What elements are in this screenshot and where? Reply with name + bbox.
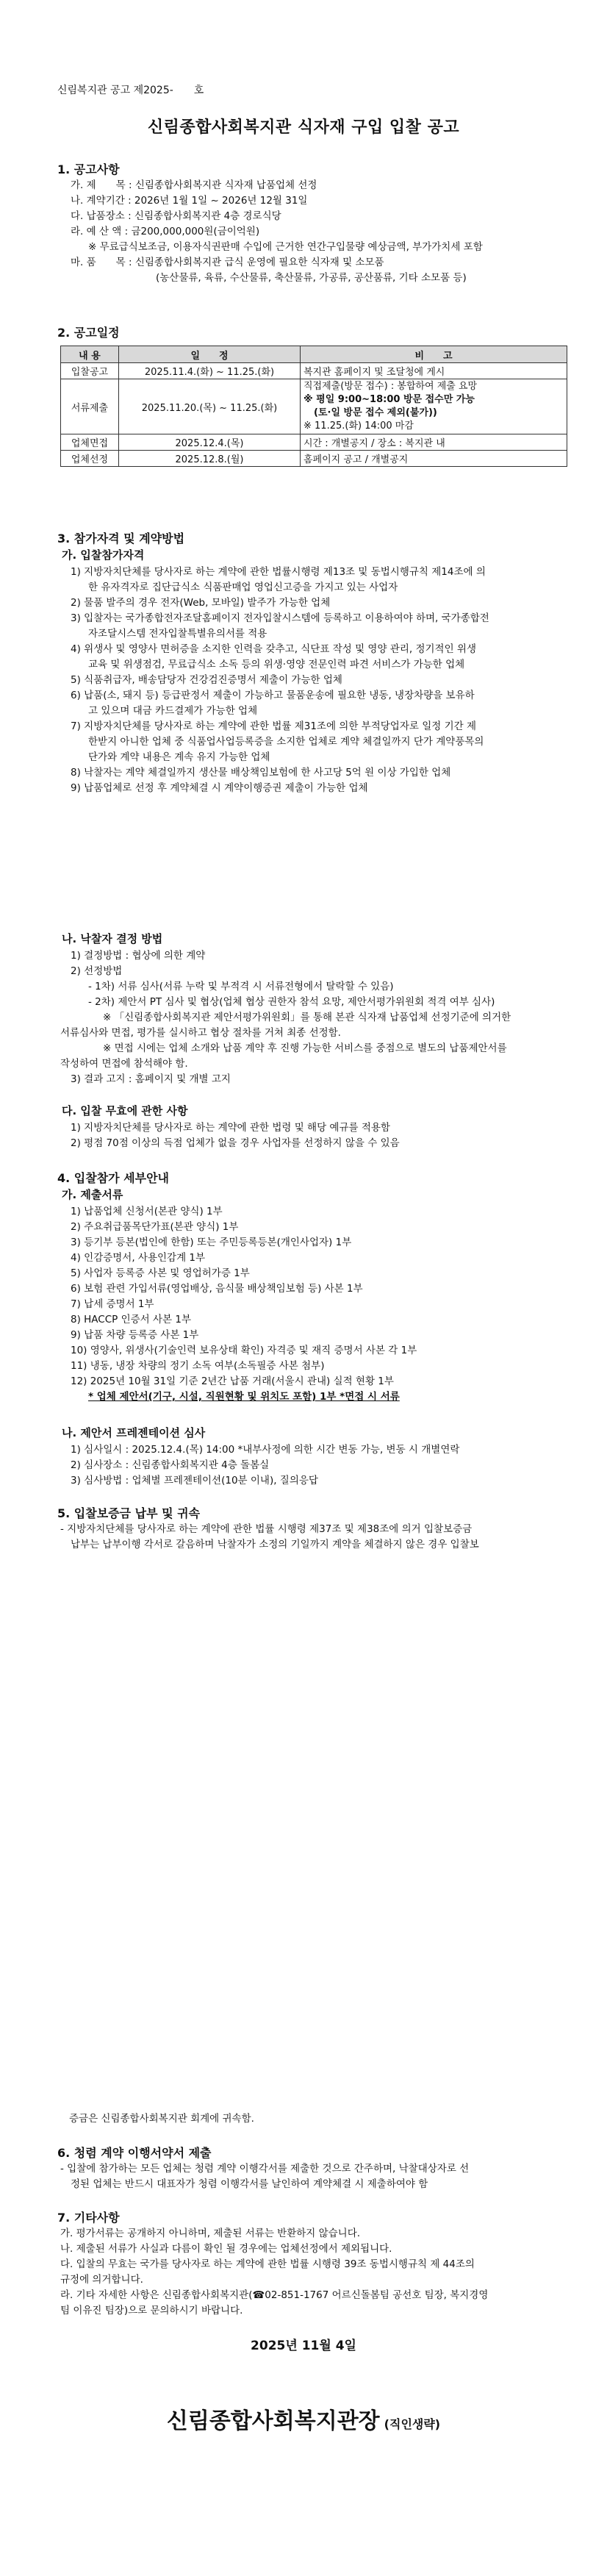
s7-line: 다. 입찰의 무효는 국가를 당사자로 하는 계약에 관한 법률 시행령 39조 동법시행규칙 제 44조의 — [60, 2258, 475, 2270]
s3a-line: 2) 물품 발주의 경우 전자(Web, 모바일) 발주가 가능한 업체 — [71, 597, 331, 609]
seal-note: (직인생략) — [384, 2417, 441, 2431]
s3b-line: - 1차) 서류 심사(서류 누락 및 부적격 시 서류전형에서 탈락할 수 있음) — [88, 981, 394, 992]
section-6-heading: 6. 청렴 계약 이행서약서 제출 — [57, 2146, 212, 2160]
s3a-line: 8) 낙찰자는 계약 체결일까지 생산물 배상책임보험에 한 사고당 5억 원 이상 가입한 업체 — [71, 767, 451, 779]
table-cell: 업체선정 — [61, 451, 119, 467]
s3a-line: 3) 입찰자는 국가종합전자조달홈페이지 전자입찰시스템에 등록하고 이용하여야 하며, 국가종합전 — [71, 612, 489, 624]
note-line: 직접제출(방문 접수) : 봉합하여 제출 요망 — [304, 381, 478, 392]
s3b-note: 서류심사와 면접, 평가를 실시하고 협상 절차를 거쳐 최종 선정함. — [60, 1027, 341, 1039]
table-cell: 2025.11.4.(화) ~ 11.25.(화) — [119, 363, 301, 379]
s7-line: 나. 제출된 서류가 사실과 다름이 확인 될 경우에는 업체선정에서 제외됩니다. — [60, 2243, 392, 2255]
table-header-cell: 일 정 — [119, 346, 301, 363]
s3a-line: 4) 위생사 및 영양사 면허증을 소지한 인력을 갖추고, 식단표 작성 및 영양 관리, 정기적인 위생 — [71, 643, 476, 655]
s3a-line: 5) 식품취급자, 배송담당자 건강검진증명서 제출이 가능한 업체 — [71, 674, 342, 686]
s4a-line: 11) 냉동, 냉장 차량의 정기 소독 여부(소독필증 사본 첨부) — [71, 1360, 325, 1372]
s1-line: 나. 계약기간 : 2026년 1월 1일 ~ 2026년 12월 31일 — [71, 195, 308, 207]
s7-line: 가. 평가서류는 공개하지 아니하며, 제출된 서류는 반환하지 않습니다. — [60, 2228, 361, 2239]
table-cell: 복지관 홈페이지 및 조달청에 게시 — [301, 363, 567, 379]
s4a-line: 1) 납품업체 신청서(본관 양식) 1부 — [71, 1206, 223, 1217]
s3c-line: 1) 지방자치단체를 당사자로 하는 계약에 관한 법령 및 해당 예규를 적용함 — [71, 1122, 390, 1134]
s1-line: 라. 예 산 액 : 금200,000,000원(금이억원) — [71, 226, 260, 237]
s7-line: 라. 기타 자세한 사항은 신림종합사회복지관(☎02-851-1767 어르신돌봄팀 공선호 팀장, 복지경영 — [60, 2289, 489, 2301]
s3b-line: 2) 선정방법 — [71, 965, 123, 977]
table-header-row — [61, 346, 567, 363]
s6-line: 정된 업체는 반드시 대표자가 청렴 이행각서를 날인하여 계약체결 시 제출하여야 함 — [71, 2178, 428, 2190]
table-row — [61, 379, 567, 434]
table-cell: 업체면접 — [61, 434, 119, 451]
s4a-line: 10) 영양사, 위생사(기술인력 보유상태 확인) 자격증 및 재직 증명서 사본 각 1부 — [71, 1345, 417, 1356]
table-cell: 2025.12.8.(월) — [119, 451, 301, 467]
s7-line: 규정에 의거합니다. — [60, 2274, 143, 2286]
table-cell — [301, 379, 567, 434]
table-row — [61, 434, 567, 451]
section-1-heading: 1. 공고사항 — [57, 162, 120, 176]
section-2-heading: 2. 공고일정 — [57, 326, 120, 340]
s5-line: 납부는 납부이행 각서로 갈음하며 낙찰자가 소정의 기일까지 계약을 체결하지 않은 경우 입찰보 — [71, 1539, 479, 1550]
s4a-line: 8) HACCP 인증서 사본 1부 — [71, 1314, 191, 1325]
s4a-line: 6) 보험 관련 가입서류(영업배상, 음식물 배상책임보험 등) 사본 1부 — [71, 1283, 363, 1295]
section-5-heading: 5. 입찰보증금 납부 및 귀속 — [57, 1506, 201, 1520]
s3a-line: 교육 및 위생점검, 무료급식소 소독 등의 위생·영양 전문인력 파견 서비스가 가능한 업체 — [88, 659, 465, 670]
s4b-line: 3) 심사방법 : 업체별 프레젠테이션(10분 이내), 질의응답 — [71, 1475, 318, 1486]
s3a-line: 1) 지방자치단체를 당사자로 하는 계약에 관한 법률시행령 제13조 및 동법시행규칙 제14조에 의 — [71, 566, 486, 578]
s3a-line: 단가와 계약 내용은 계속 유지 가능한 업체 — [88, 751, 270, 763]
s1-line: (농산물류, 육류, 수산물류, 축산물류, 가공류, 공산품류, 기타 소모품 등) — [156, 272, 467, 284]
s1-line: 다. 납품장소 : 신림종합사회복지관 4층 경로식당 — [71, 210, 281, 222]
table-cell: 서류제출 — [61, 379, 119, 434]
s3a-line: 7) 지방자치단체를 당사자로 하는 계약에 관한 법률 제31조에 의한 부적당업자로 일정 기간 제 — [71, 720, 477, 732]
s5-line: 증금은 신림종합사회복지관 회계에 귀속함. — [69, 2113, 254, 2125]
notice-date: 2025년 11월 4일 — [251, 2339, 356, 2353]
s3a-line: 고 있으며 대금 카드결제가 가능한 업체 — [88, 705, 258, 717]
s4a-line: 4) 인감증명서, 사용인감계 1부 — [71, 1252, 206, 1264]
note-line: (토·일 방문 접수 제외(불가)) — [314, 407, 437, 418]
section-3c-heading: 다. 입찰 무효에 관한 사항 — [62, 1104, 188, 1117]
s5-line: - 지방자치단체를 당사자로 하는 계약에 관한 법률 시행령 제37조 및 제38조에 의거 입찰보증금 — [60, 1523, 473, 1535]
s3b-note: 작성하여 면접에 참석해야 함. — [60, 1058, 188, 1070]
signer-name: 신림종합사회복지관장 — [166, 2408, 380, 2434]
table-header-cell: 비 고 — [301, 346, 567, 363]
s7-line: 팀 이유진 팀장)으로 문의하시기 바랍니다. — [60, 2305, 243, 2316]
s3b-line: - 2차) 제안서 PT 심사 및 협상(업체 협상 권한자 참석 요망, 제안서평가위원회 적격 여부 심사) — [88, 996, 495, 1008]
s6-line: - 입찰에 참가하는 모든 업체는 청렴 계약 이행각서를 제출한 것으로 간주하며, 낙찰대상자로 선 — [60, 2163, 470, 2175]
s3b-note: ※ 면접 시에는 업체 소개와 납품 계약 후 진행 가능한 서비스를 중점으로 별도의 납품제안서를 — [103, 1042, 507, 1054]
s3a-line: 자조달시스템 전자입찰특별유의서를 적용 — [88, 628, 267, 640]
section-7-heading: 7. 기타사항 — [57, 2211, 120, 2225]
document-number: 신림복지관 공고 제2025- 호 — [57, 85, 204, 96]
s3b-line: 1) 결정방법 : 협상에 의한 계약 — [71, 950, 206, 962]
s4a-line: 3) 등기부 등본(법인에 한함) 또는 주민등록등본(개인사업자) 1부 — [71, 1237, 352, 1248]
page-title: 신림종합사회복지관 식자재 구입 입찰 공고 — [147, 118, 460, 137]
section-4b-heading: 나. 제안서 프레젠테이션 심사 — [62, 1426, 206, 1439]
table-cell: 입찰공고 — [61, 363, 119, 379]
s3a-line: 한받지 아니한 업체 중 식품업사업등록증을 소지한 업체로 계약 체결일까지 단가 계약풍목의 — [88, 736, 484, 748]
table-cell: 2025.11.20.(목) ~ 11.25.(화) — [119, 379, 301, 434]
schedule-table — [60, 346, 567, 467]
signature-block — [0, 2403, 607, 2435]
table-cell: 2025.12.4.(목) — [119, 434, 301, 451]
section-4a-heading: 가. 제출서류 — [62, 1188, 123, 1201]
note-line: ※ 11.25.(화) 14:00 마감 — [304, 421, 414, 432]
s1-line: 마. 품 목 : 신림종합사회복지관 급식 운영에 필요한 식자재 및 소모품 — [71, 257, 384, 268]
s3b-line: 3) 결과 고지 : 홈페이지 및 개별 고지 — [71, 1073, 231, 1085]
s3a-line: 6) 납품(소, 돼지 등) 등급판정서 제출이 가능하고 물품운송에 필요한 냉동, 냉장차량을 보유하 — [71, 690, 475, 701]
table-row — [61, 451, 567, 467]
section-3-heading: 3. 참가자격 및 계약방법 — [57, 532, 185, 545]
s3a-line: 9) 납품업체로 선정 후 계약체결 시 계약이행증권 제출이 가능한 업체 — [71, 782, 368, 794]
s4a-line: 9) 납품 차량 등록증 사본 1부 — [71, 1329, 199, 1341]
s4b-line: 1) 심사일시 : 2025.12.4.(목) 14:00 *내부사정에 의한 시간 변동 가능, 변동 시 개별연락 — [71, 1444, 460, 1456]
table-cell: 시간 : 개별공지 / 장소 : 복지관 내 — [301, 434, 567, 451]
s3b-note: ※ 「신림종합사회복지관 제안서평가위원회」를 통해 본관 식자재 납품업체 선정기준에 의거한 — [103, 1012, 511, 1023]
note-line: ※ 평일 9:00~18:00 방문 접수만 가능 — [304, 394, 475, 405]
section-3b-heading: 나. 낙찰자 결정 방법 — [62, 932, 163, 945]
s4b-line: 2) 심사장소 : 신림종합사회복지관 4층 돌봄실 — [71, 1459, 270, 1471]
s1-note: ※ 무료급식보조금, 이용자식권판매 수입에 근거한 연간구입물량 예상금액, 부가가치세 포함 — [88, 241, 483, 253]
section-4-heading: 4. 입찰참가 세부안내 — [57, 1171, 169, 1185]
s4a-line: 7) 납세 증명서 1부 — [71, 1298, 154, 1310]
s4a-emphasis: * 업체 제안서(기구, 시설, 직원현황 및 위치도 포함) 1부 *면접 시 서류 — [88, 1391, 400, 1403]
s4a-line: 12) 2025년 10월 31일 기준 2년간 납품 거래(서울시 관내) 실적 현황 1부 — [71, 1375, 394, 1387]
table-header-cell: 내 용 — [61, 346, 119, 363]
table-cell: 홈페이지 공고 / 개별공지 — [301, 451, 567, 467]
s1-line: 가. 제 목 : 신림종합사회복지관 식자재 납품업체 선정 — [71, 179, 317, 191]
s3a-line: 한 유자격자로 집단급식소 식품판매업 영업신고증을 가지고 있는 사업자 — [88, 582, 398, 593]
table-row — [61, 363, 567, 379]
s4a-line: 2) 주요취급품목단가표(본관 양식) 1부 — [71, 1221, 239, 1233]
s4a-line: 5) 사업자 등록증 사본 및 영업허가증 1부 — [71, 1267, 250, 1279]
section-3a-heading: 가. 입찰참가자격 — [62, 548, 145, 562]
s3c-line: 2) 평점 70점 이상의 득점 업체가 없을 경우 사업자를 선정하지 않을 수 있음 — [71, 1137, 400, 1149]
